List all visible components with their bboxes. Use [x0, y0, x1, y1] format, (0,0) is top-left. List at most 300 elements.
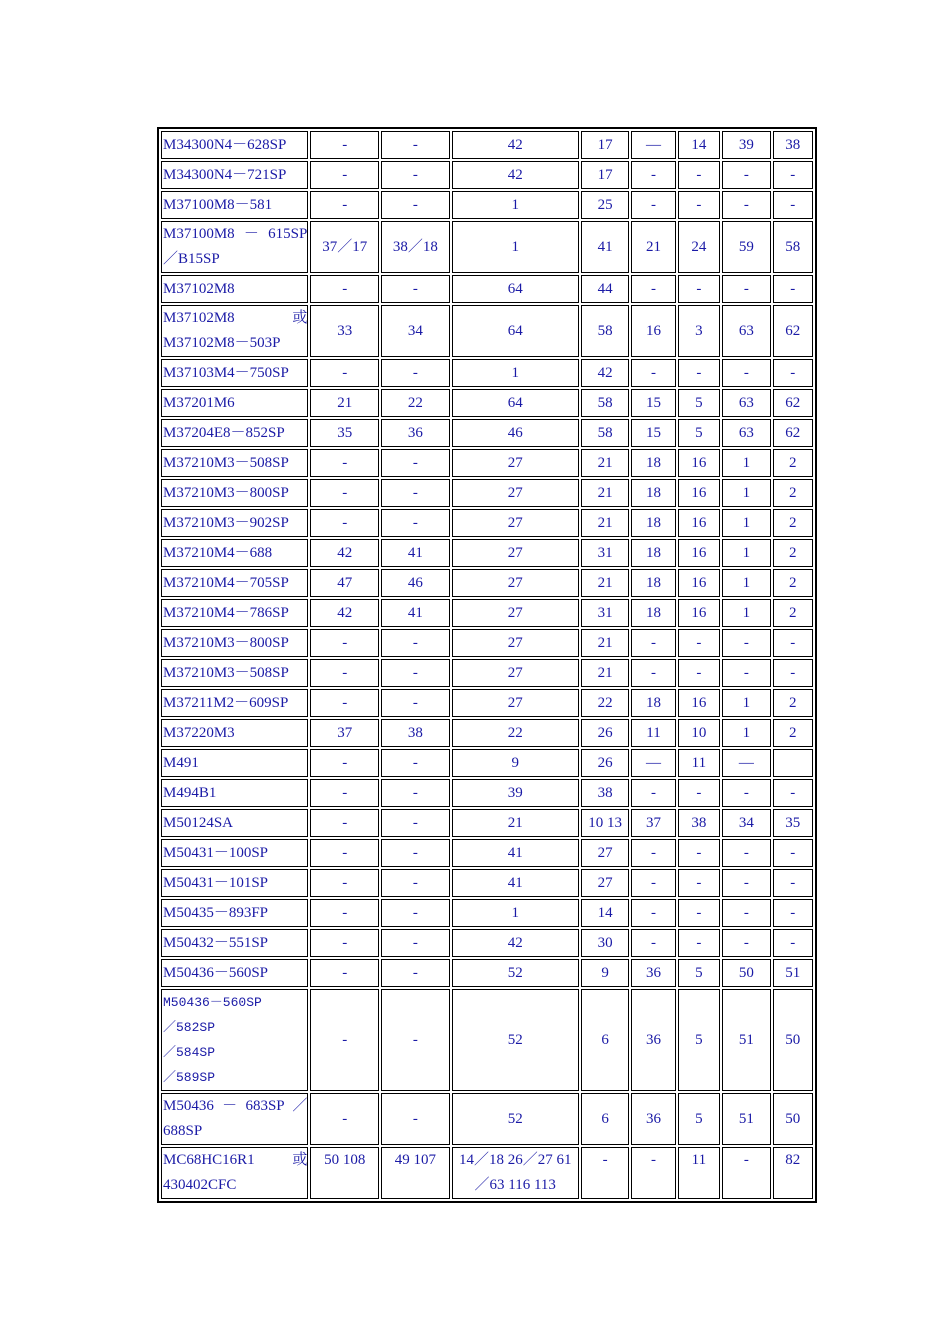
pin-value-cell: 15 — [631, 389, 675, 417]
pin-value-cell: 42 — [452, 929, 579, 957]
pin-value-cell: 1 — [452, 221, 579, 273]
table-viewport — [157, 127, 801, 1199]
pin-value-cell: 49 107 — [381, 1147, 450, 1199]
pin-value-cell: - — [773, 359, 813, 387]
pin-value-cell: - — [381, 659, 450, 687]
pin-value-cell: - — [678, 839, 720, 867]
pin-value-cell: 82 — [773, 1147, 813, 1199]
pin-value-cell: 18 — [631, 599, 675, 627]
pin-value-cell: 44 — [581, 275, 629, 303]
pin-value-cell: 1 — [452, 359, 579, 387]
pin-value-cell: 27 — [452, 599, 579, 627]
pin-value-cell: 21 — [581, 479, 629, 507]
pin-value-cell: 41 — [581, 221, 629, 273]
pin-value-cell: 52 — [452, 959, 579, 987]
pin-value-cell: 36 — [631, 1093, 675, 1145]
pin-value-cell: 2 — [773, 719, 813, 747]
pin-value-cell: 37／17 — [310, 221, 379, 273]
pin-value-cell: 1 — [722, 689, 770, 717]
pin-value-cell: 27 — [452, 689, 579, 717]
part-number-cell — [161, 809, 308, 837]
pin-value-cell: 31 — [581, 599, 629, 627]
pin-value-cell: 42 — [452, 131, 579, 159]
pin-value-cell: 5 — [678, 989, 720, 1091]
pin-value-cell: 33 — [310, 305, 379, 357]
pin-value-cell: - — [722, 869, 770, 897]
part-number-line: M50431－101SP — [163, 874, 269, 891]
pin-value-cell: 15 — [631, 419, 675, 447]
pin-value-cell: 1 — [722, 569, 770, 597]
part-number-cell — [161, 569, 308, 597]
part-number-cell — [161, 839, 308, 867]
pin-value-cell: 41 — [452, 869, 579, 897]
pin-value-cell: 5 — [678, 1093, 720, 1145]
table-row — [161, 479, 813, 507]
pin-value-cell: 51 — [773, 959, 813, 987]
pin-value-cell: 16 — [678, 599, 720, 627]
part-number-line: M50124SA — [163, 814, 234, 831]
pin-value-cell: 63 — [722, 305, 770, 357]
pin-value-cell: - — [678, 869, 720, 897]
pin-value-cell: 21 — [581, 449, 629, 477]
pin-value-cell: - — [722, 161, 770, 189]
pin-value-cell: - — [722, 191, 770, 219]
part-number-line: M37210M3－508SP — [163, 454, 289, 471]
table-body — [161, 131, 813, 1199]
part-number-line: M37220M3 — [163, 724, 235, 741]
pin-value-cell: 63 — [722, 389, 770, 417]
pin-value-cell: 21 — [631, 221, 675, 273]
part-number-cell — [161, 479, 308, 507]
table-row — [161, 305, 813, 357]
pin-value-cell: - — [631, 839, 675, 867]
part-number-cell — [161, 275, 308, 303]
pin-value-cell: - — [381, 959, 450, 987]
pin-value-cell: 1 — [722, 719, 770, 747]
pin-value-cell: - — [631, 1147, 675, 1199]
pin-value-cell: 42 — [452, 161, 579, 189]
pin-value-cell: - — [773, 929, 813, 957]
part-number-line: MC68HC16R1 或 — [163, 1152, 308, 1168]
pin-value-cell: — — [722, 749, 770, 777]
pin-value-cell: 16 — [678, 479, 720, 507]
part-number-line: M37210M4－705SP — [163, 574, 289, 591]
part-number-line: M37210M4－688 — [163, 544, 273, 561]
pin-value-cell: 18 — [631, 509, 675, 537]
pin-value-cell: 9 — [581, 959, 629, 987]
part-number-cell — [161, 749, 308, 777]
pin-value-cell: 42 — [310, 539, 379, 567]
pin-value-cell: - — [631, 779, 675, 807]
part-number-line: M37210M3－800SP — [163, 634, 289, 651]
pin-value-cell: 36 — [631, 959, 675, 987]
part-number-cell — [161, 359, 308, 387]
part-number-cell — [161, 1147, 308, 1199]
pin-value-cell: 62 — [773, 389, 813, 417]
part-number-cell — [161, 719, 308, 747]
pin-table — [157, 127, 817, 1203]
pin-value-cell: - — [678, 275, 720, 303]
part-number-cell — [161, 191, 308, 219]
pin-value-cell: 21 — [581, 659, 629, 687]
pin-value-cell: 63 — [722, 419, 770, 447]
part-number-line: M37201M6 — [163, 394, 235, 411]
pin-value-cell: - — [722, 359, 770, 387]
part-number-cell — [161, 131, 308, 159]
pin-value-cell: - — [722, 629, 770, 657]
pin-value-cell: 10 13 — [581, 809, 629, 837]
part-number-line: M37211M2－609SP — [163, 694, 289, 711]
pin-value-cell: - — [310, 989, 379, 1091]
pin-value-cell: - — [310, 749, 379, 777]
pin-value-cell: 18 — [631, 569, 675, 597]
part-number-line: M34300N4－628SP — [163, 136, 287, 153]
part-number-line: M37210M4－786SP — [163, 604, 289, 621]
pin-value-cell: 37 — [631, 809, 675, 837]
pin-value-cell: - — [381, 359, 450, 387]
pin-value-cell: 47 — [310, 569, 379, 597]
part-number-cell — [161, 989, 308, 1091]
pin-value-cell: 2 — [773, 509, 813, 537]
pin-value-cell: 16 — [678, 509, 720, 537]
pin-value-cell: 2 — [773, 479, 813, 507]
pin-value-cell: 1 — [722, 599, 770, 627]
pin-value-cell: 46 — [381, 569, 450, 597]
pin-value-cell: 5 — [678, 389, 720, 417]
pin-value-cell: 38／18 — [381, 221, 450, 273]
pin-value-cell: - — [773, 839, 813, 867]
pin-value-cell: 58 — [581, 389, 629, 417]
pin-value-cell: 41 — [381, 539, 450, 567]
table-row — [161, 221, 813, 273]
part-number-line: M37210M3－902SP — [163, 514, 289, 531]
pin-value-cell: - — [631, 275, 675, 303]
pin-value-cell: - — [381, 989, 450, 1091]
pin-value-cell: - — [381, 191, 450, 219]
pin-value-cell: - — [631, 359, 675, 387]
part-number-cell — [161, 509, 308, 537]
pin-value-cell: 2 — [773, 569, 813, 597]
pin-value-cell: - — [631, 899, 675, 927]
pin-value-cell: 17 — [581, 131, 629, 159]
pin-value-cell: 2 — [773, 539, 813, 567]
part-number-cell — [161, 305, 308, 357]
pin-value-cell: - — [678, 359, 720, 387]
pin-value-cell: - — [381, 899, 450, 927]
table-row — [161, 599, 813, 627]
pin-value-cell: - — [310, 359, 379, 387]
pin-value-cell: 30 — [581, 929, 629, 957]
pin-value-cell: 6 — [581, 989, 629, 1091]
pin-value-cell: 58 — [581, 305, 629, 357]
table-row — [161, 869, 813, 897]
part-number-cell — [161, 389, 308, 417]
pin-value-cell: 5 — [678, 959, 720, 987]
pin-value-cell: 62 — [773, 305, 813, 357]
pin-value-cell: - — [381, 779, 450, 807]
pin-value-cell: 1 — [722, 449, 770, 477]
pin-value-cell: 26 — [581, 749, 629, 777]
pin-value-cell: 34 — [722, 809, 770, 837]
pin-value-cell: 2 — [773, 599, 813, 627]
part-number-line: M37204E8－852SP — [163, 424, 285, 441]
pin-value-cell: 46 — [452, 419, 579, 447]
pin-value-cell: - — [722, 1147, 770, 1199]
pin-value-cell: - — [310, 161, 379, 189]
pin-value-cell: 62 — [773, 419, 813, 447]
pin-value-cell: - — [381, 689, 450, 717]
pin-value-cell: 18 — [631, 479, 675, 507]
pin-value-cell: - — [381, 1093, 450, 1145]
part-number-cell — [161, 539, 308, 567]
pin-value-cell: 6 — [581, 1093, 629, 1145]
pin-value-cell: 27 — [452, 659, 579, 687]
pin-value-cell: 14 — [581, 899, 629, 927]
pin-value-cell: 50 — [722, 959, 770, 987]
pin-value-cell: 34 — [381, 305, 450, 357]
pin-value-cell: - — [722, 899, 770, 927]
pin-value-cell: 1 — [452, 191, 579, 219]
pin-value-cell: - — [773, 779, 813, 807]
table-row — [161, 989, 813, 1091]
pin-value-cell: 16 — [631, 305, 675, 357]
pin-value-cell: 14／18 26／27 61／63 116 113 — [452, 1147, 579, 1199]
pin-value-cell: 52 — [452, 1093, 579, 1145]
pin-value-cell: 1 — [722, 509, 770, 537]
part-number-cell — [161, 221, 308, 273]
table-row — [161, 929, 813, 957]
part-number-line: M37102M8 — [163, 280, 235, 297]
table-row — [161, 1147, 813, 1199]
pin-value-cell: 2 — [773, 689, 813, 717]
pin-value-cell: 35 — [773, 809, 813, 837]
pin-value-cell: 51 — [722, 1093, 770, 1145]
part-number-line: M37103M4－750SP — [163, 364, 289, 381]
table-row — [161, 749, 813, 777]
pin-value-cell: - — [773, 869, 813, 897]
pin-value-cell: 50 — [773, 1093, 813, 1145]
pin-value-cell: 10 — [678, 719, 720, 747]
table-row — [161, 419, 813, 447]
pin-value-cell: - — [678, 659, 720, 687]
part-number-line: M50436 － 683SP ／ — [163, 1098, 308, 1114]
pin-value-cell: 2 — [773, 449, 813, 477]
pin-value-cell: - — [678, 899, 720, 927]
table-row — [161, 779, 813, 807]
pin-value-cell: 58 — [581, 419, 629, 447]
part-number-cell — [161, 161, 308, 189]
pin-value-cell: 59 — [722, 221, 770, 273]
table-row — [161, 359, 813, 387]
pin-value-cell: - — [678, 779, 720, 807]
pin-value-cell: 64 — [452, 305, 579, 357]
pin-value-cell: — — [631, 749, 675, 777]
pin-value-cell: 16 — [678, 569, 720, 597]
pin-value-cell: - — [310, 869, 379, 897]
pin-value-cell: 18 — [631, 539, 675, 567]
pin-value-cell: 52 — [452, 989, 579, 1091]
part-number-line: M50436－560SP — [163, 995, 262, 1010]
part-number-cell — [161, 449, 308, 477]
pin-value-cell: - — [722, 659, 770, 687]
pin-value-cell: - — [773, 659, 813, 687]
part-number-cell — [161, 959, 308, 987]
pin-value-cell: 50 108 — [310, 1147, 379, 1199]
table-row — [161, 539, 813, 567]
pin-value-cell: 27 — [452, 509, 579, 537]
pin-value-cell: 39 — [722, 131, 770, 159]
pin-value-cell: - — [310, 131, 379, 159]
part-number-line: M50432－551SP — [163, 934, 269, 951]
table-row — [161, 809, 813, 837]
table-row — [161, 689, 813, 717]
pin-value-cell: 58 — [773, 221, 813, 273]
pin-value-cell: - — [381, 629, 450, 657]
part-number-line: 688SP — [163, 1123, 203, 1139]
pin-value-cell: - — [773, 275, 813, 303]
pin-value-cell: 27 — [452, 449, 579, 477]
pin-value-cell: - — [310, 689, 379, 717]
pin-value-cell: 11 — [678, 749, 720, 777]
pin-value-cell: 16 — [678, 449, 720, 477]
pin-value-cell: - — [310, 275, 379, 303]
pin-value-cell: - — [381, 839, 450, 867]
pin-value-cell: 35 — [310, 419, 379, 447]
pin-value-cell: 39 — [452, 779, 579, 807]
pin-value-cell: 27 — [452, 479, 579, 507]
table-row — [161, 161, 813, 189]
table-row — [161, 839, 813, 867]
pin-value-cell: 36 — [381, 419, 450, 447]
table-row — [161, 569, 813, 597]
pin-value-cell: 22 — [581, 689, 629, 717]
pin-value-cell: - — [381, 275, 450, 303]
pin-value-cell: 25 — [581, 191, 629, 219]
pin-value-cell: 22 — [452, 719, 579, 747]
table-row — [161, 659, 813, 687]
part-number-line: M50431－100SP — [163, 844, 269, 861]
pin-value-cell: 41 — [381, 599, 450, 627]
pin-value-cell: 38 — [381, 719, 450, 747]
pin-value-cell: 27 — [452, 629, 579, 657]
pin-value-cell: - — [722, 839, 770, 867]
table-row — [161, 389, 813, 417]
pin-value-cell: - — [631, 161, 675, 189]
part-number-line: M37210M3－800SP — [163, 484, 289, 501]
part-number-cell — [161, 929, 308, 957]
part-number-cell — [161, 779, 308, 807]
pin-value-cell: 42 — [581, 359, 629, 387]
pin-value-cell: - — [631, 929, 675, 957]
pin-value-cell: - — [381, 749, 450, 777]
table-row — [161, 275, 813, 303]
pin-value-cell: 24 — [678, 221, 720, 273]
pin-value-cell: - — [310, 779, 379, 807]
pin-value-cell: 21 — [310, 389, 379, 417]
pin-value-cell: 9 — [452, 749, 579, 777]
pin-value-cell: 5 — [678, 419, 720, 447]
pin-value-cell: - — [310, 899, 379, 927]
pin-value-cell: - — [773, 191, 813, 219]
pin-value-cell: 21 — [452, 809, 579, 837]
pin-value-cell: - — [773, 161, 813, 189]
pin-value-cell: 51 — [722, 989, 770, 1091]
table-row — [161, 449, 813, 477]
pin-value-cell: 21 — [581, 629, 629, 657]
pin-value-cell: - — [722, 779, 770, 807]
pin-value-cell: - — [631, 659, 675, 687]
pin-value-cell: 16 — [678, 689, 720, 717]
pin-value-cell: - — [310, 629, 379, 657]
table-row — [161, 509, 813, 537]
table-row — [161, 899, 813, 927]
pin-value-cell: 27 — [581, 869, 629, 897]
part-number-line: M37100M8 － 615SP — [163, 226, 308, 242]
pin-value-cell: - — [381, 929, 450, 957]
pin-value-cell: - — [310, 929, 379, 957]
pin-value-cell: - — [678, 191, 720, 219]
pin-value-cell: 16 — [678, 539, 720, 567]
pin-value-cell: - — [722, 275, 770, 303]
part-number-line: 430402CFC — [163, 1177, 237, 1193]
part-number-cell — [161, 599, 308, 627]
pin-value-cell: 37 — [310, 719, 379, 747]
part-number-line: ／B15SP — [163, 251, 220, 267]
pin-value-cell: - — [381, 479, 450, 507]
pin-value-cell: 38 — [773, 131, 813, 159]
pin-value-cell: - — [631, 191, 675, 219]
pin-value-cell: 38 — [678, 809, 720, 837]
pin-value-cell: 21 — [581, 569, 629, 597]
pin-value-cell: 14 — [678, 131, 720, 159]
pin-value-cell: - — [581, 1147, 629, 1199]
pin-value-cell: 26 — [581, 719, 629, 747]
pin-value-cell: - — [678, 929, 720, 957]
pin-value-cell: 50 — [773, 989, 813, 1091]
pin-value-cell: 41 — [452, 839, 579, 867]
pin-value-cell: 17 — [581, 161, 629, 189]
pin-value-cell: - — [310, 959, 379, 987]
pin-value-cell: - — [310, 479, 379, 507]
pin-value-cell: 27 — [452, 569, 579, 597]
part-number-cell — [161, 629, 308, 657]
pin-value-cell: - — [631, 629, 675, 657]
pin-value-cell: 64 — [452, 389, 579, 417]
part-number-cell — [161, 869, 308, 897]
part-number-line: M37210M3－508SP — [163, 664, 289, 681]
table-row — [161, 959, 813, 987]
pin-value-cell: - — [773, 899, 813, 927]
pin-value-cell: - — [773, 629, 813, 657]
pin-value-cell: 1 — [722, 479, 770, 507]
part-number-line: ／584SP — [163, 1045, 216, 1060]
part-number-cell — [161, 419, 308, 447]
part-number-line: ／589SP — [163, 1070, 216, 1085]
pin-value-cell: - — [310, 1093, 379, 1145]
pin-value-cell: — — [631, 131, 675, 159]
pin-value-cell: 18 — [631, 689, 675, 717]
part-number-line: ／582SP — [163, 1020, 216, 1035]
pin-value-cell — [773, 749, 813, 777]
pin-value-cell: 21 — [581, 509, 629, 537]
part-number-cell — [161, 689, 308, 717]
part-number-line: M34300N4－721SP — [163, 166, 287, 183]
pin-value-cell: - — [381, 449, 450, 477]
part-number-line: M491 — [163, 754, 199, 771]
pin-value-cell: - — [678, 629, 720, 657]
pin-value-cell: - — [381, 869, 450, 897]
pin-value-cell: - — [310, 449, 379, 477]
